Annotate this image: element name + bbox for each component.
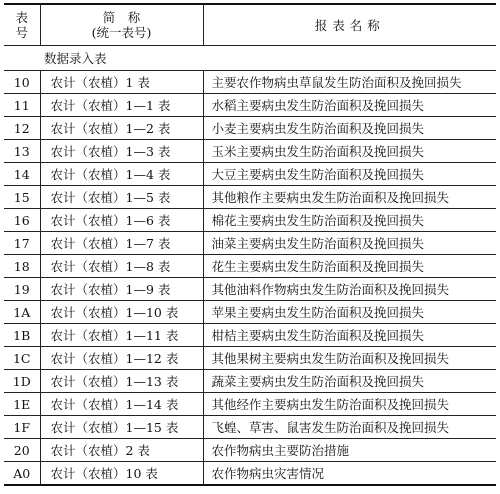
row-abbreviation: 农计（农植）1—1 表 — [40, 94, 203, 117]
row-abbreviation: 农计（农植）1—7 表 — [40, 232, 203, 255]
row-report-name: 其他油料作物病虫发生防治面积及挽回损失 — [203, 278, 496, 301]
report-table-page — [4, 3, 496, 491]
row-report-name: 其他果树主要病虫发生防治面积及挽回损失 — [203, 347, 496, 370]
table-row — [4, 370, 496, 393]
row-report-name: 苹果主要病虫发生防治面积及挽回损失 — [203, 301, 496, 324]
section-label: 数据录入表 — [4, 46, 496, 71]
row-table-no: 14 — [4, 163, 40, 186]
row-abbreviation: 农计（农植）1 表 — [40, 71, 203, 94]
table-row — [4, 416, 496, 439]
row-report-name: 主要农作物病虫草鼠发生防治面积及挽回损失 — [203, 71, 496, 94]
row-abbreviation: 农计（农植）1—13 表 — [40, 370, 203, 393]
row-table-no: 19 — [4, 278, 40, 301]
table-row — [4, 439, 496, 462]
row-report-name: 大豆主要病虫发生防治面积及挽回损失 — [203, 163, 496, 186]
row-table-no: 13 — [4, 140, 40, 163]
row-abbreviation: 农计（农植）1—15 表 — [40, 416, 203, 439]
row-table-no: 11 — [4, 94, 40, 117]
table-row — [4, 140, 496, 163]
table-row — [4, 117, 496, 140]
table-row — [4, 71, 496, 94]
row-abbreviation: 农计（农植）1—12 表 — [40, 347, 203, 370]
row-report-name: 蔬菜主要病虫发生防治面积及挽回损失 — [203, 370, 496, 393]
row-report-name: 花生主要病虫发生防治面积及挽回损失 — [203, 255, 496, 278]
row-report-name: 油菜主要病虫发生防治面积及挽回损失 — [203, 232, 496, 255]
row-report-name: 农作物病虫主要防治措施 — [203, 439, 496, 462]
table-row — [4, 255, 496, 278]
row-report-name: 水稻主要病虫发生防治面积及挽回损失 — [203, 94, 496, 117]
report-table — [4, 3, 496, 486]
row-abbreviation: 农计（农植）1—9 表 — [40, 278, 203, 301]
row-abbreviation: 农计（农植）2 表 — [40, 439, 203, 462]
table-row — [4, 301, 496, 324]
table-header-row — [4, 4, 496, 46]
row-table-no: 1B — [4, 324, 40, 347]
table-row — [4, 209, 496, 232]
row-abbreviation: 农计（农植）1—10 表 — [40, 301, 203, 324]
row-table-no: 17 — [4, 232, 40, 255]
table-row — [4, 324, 496, 347]
table-row — [4, 462, 496, 486]
table-row — [4, 393, 496, 416]
row-abbreviation: 农计（农植）1—6 表 — [40, 209, 203, 232]
row-report-name: 棉花主要病虫发生防治面积及挽回损失 — [203, 209, 496, 232]
row-report-name: 柑桔主要病虫发生防治面积及挽回损失 — [203, 324, 496, 347]
row-abbreviation: 农计（农植）1—5 表 — [40, 186, 203, 209]
row-table-no: 15 — [4, 186, 40, 209]
row-table-no: 1F — [4, 416, 40, 439]
row-abbreviation: 农计（农植）1—14 表 — [40, 393, 203, 416]
row-table-no: A0 — [4, 462, 40, 486]
table-row — [4, 163, 496, 186]
row-report-name: 玉米主要病虫发生防治面积及挽回损失 — [203, 140, 496, 163]
row-report-name: 飞蝗、草害、鼠害发生防治面积及挽回损失 — [203, 416, 496, 439]
row-report-name: 其他经作主要病虫发生防治面积及挽回损失 — [203, 393, 496, 416]
row-abbreviation: 农计（农植）1—2 表 — [40, 117, 203, 140]
table-row — [4, 232, 496, 255]
header-table-no-line1: 表 — [15, 10, 28, 25]
row-table-no: 16 — [4, 209, 40, 232]
section-row — [4, 46, 496, 71]
row-table-no: 1E — [4, 393, 40, 416]
row-table-no: 1C — [4, 347, 40, 370]
row-abbreviation: 农计（农植）1—11 表 — [40, 324, 203, 347]
header-table-no-line2: 号 — [15, 25, 28, 40]
row-table-no: 20 — [4, 439, 40, 462]
row-table-no: 1A — [4, 301, 40, 324]
row-report-name: 农作物病虫灾害情况 — [203, 462, 496, 486]
table-row — [4, 347, 496, 370]
row-abbreviation: 农计（农植）1—4 表 — [40, 163, 203, 186]
row-abbreviation: 农计（农植）10 表 — [40, 462, 203, 486]
row-table-no: 18 — [4, 255, 40, 278]
row-table-no: 1D — [4, 370, 40, 393]
row-report-name: 小麦主要病虫发生防治面积及挽回损失 — [203, 117, 496, 140]
header-table-no — [4, 4, 40, 46]
row-abbreviation: 农计（农植）1—8 表 — [40, 255, 203, 278]
row-abbreviation: 农计（农植）1—3 表 — [40, 140, 203, 163]
header-abbreviation-line1: 简 称 — [102, 10, 141, 25]
header-abbreviation — [40, 4, 203, 46]
table-row — [4, 94, 496, 117]
row-table-no: 12 — [4, 117, 40, 140]
table-row — [4, 278, 496, 301]
row-table-no: 10 — [4, 71, 40, 94]
header-abbreviation-line2: (统一表号) — [91, 25, 152, 40]
row-report-name: 其他粮作主要病虫发生防治面积及挽回损失 — [203, 186, 496, 209]
table-row — [4, 186, 496, 209]
header-report-name: 报表名称 — [203, 4, 496, 46]
